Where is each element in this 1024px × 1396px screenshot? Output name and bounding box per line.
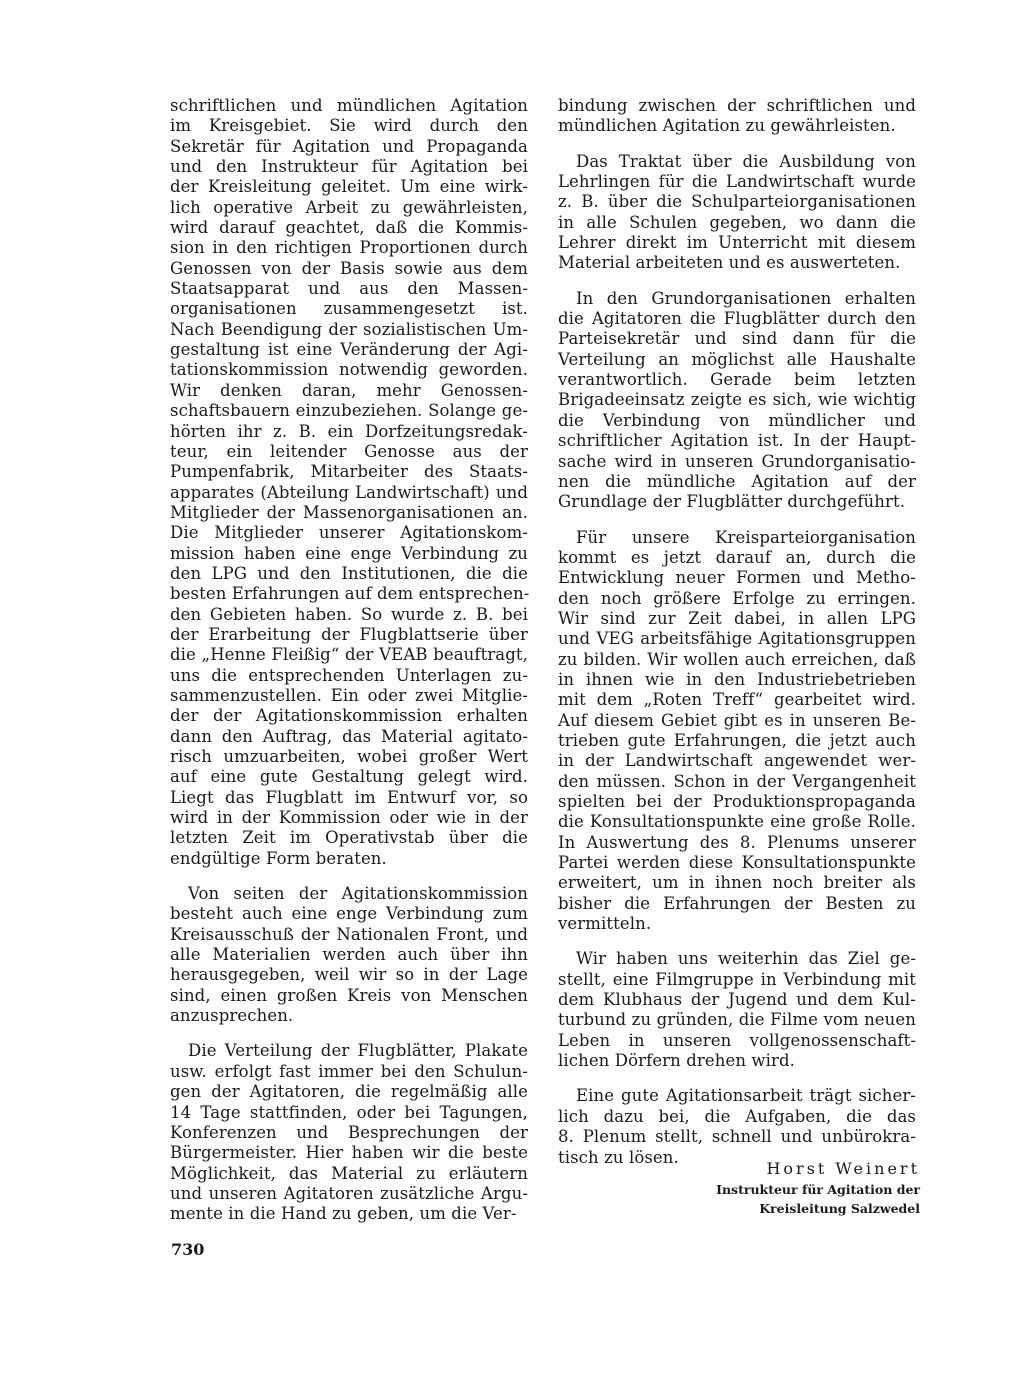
text-line: z. B. über die Schulparteiorganisationen xyxy=(558,192,916,212)
paragraph xyxy=(558,528,916,935)
text-line: den noch größere Erfolge zu erringen. xyxy=(558,588,916,608)
text-line: Von seiten der Agitationskommission xyxy=(188,884,528,904)
text-line: und unseren Agitatoren zusätzliche Argu- xyxy=(170,1183,528,1203)
text-line: der Kreisleitung geleitet. Um eine wirk- xyxy=(170,177,528,197)
paragraph xyxy=(558,1086,916,1167)
text-line: Möglichkeit, das Material zu erläutern xyxy=(170,1163,528,1183)
text-line: verantwortlich. Gerade beim letzten xyxy=(558,370,916,390)
text-line: Verteilung an möglichst alle Haushalte xyxy=(558,349,916,369)
text-line: mit dem „Roten Treff“ gearbeitet wird. xyxy=(558,690,916,710)
text-line: auf eine gute Gestaltung gelegt wird. xyxy=(170,767,528,787)
text-line: die Konsultationspunkte eine große Rolle. xyxy=(558,812,916,832)
text-line: Wir denken daran, mehr Genossen- xyxy=(170,380,528,400)
text-line: Liegt das Flugblatt im Entwurf vor, so xyxy=(170,787,528,807)
text-line: wird in der Kommission oder wie in der xyxy=(170,808,528,828)
text-line: in alle Schulen gegeben, wo dann die xyxy=(558,212,916,232)
text-line: und VEG arbeitsfähige Agitationsgruppen xyxy=(558,629,916,649)
text-line: uns die entsprechenden Unterlagen zu- xyxy=(170,665,528,685)
text-line: schriftlicher Agitation ist. In der Haupt- xyxy=(558,431,916,451)
text-line: endgültige Form beraten. xyxy=(170,848,387,868)
text-line: in der Landwirtschaft angewendet wer- xyxy=(558,751,916,771)
text-line: sache wird in unseren Grundorganisatio- xyxy=(558,451,916,471)
paragraph-gap xyxy=(170,869,528,884)
author-role: Instrukteur für Agitation der xyxy=(716,1182,920,1197)
text-line: bindung zwischen der schriftlichen und xyxy=(558,96,916,115)
text-line: erweitert, um in ihnen noch breiter als xyxy=(558,873,916,893)
text-line: 14 Tage stattfinden, oder bei Tagungen, xyxy=(170,1102,528,1122)
paragraph-gap xyxy=(558,274,916,289)
right-column xyxy=(558,96,916,1168)
paragraph xyxy=(558,949,916,1071)
text-line: gen der Agitatoren, die regelmäßig alle xyxy=(170,1082,528,1102)
paragraph xyxy=(170,96,528,869)
text-line: schriftlichen und mündlichen Agitation xyxy=(170,96,528,115)
paragraph xyxy=(558,289,916,513)
text-line: mente in die Hand zu geben, um die Ver- xyxy=(170,1204,517,1224)
text-line: In den Grundorganisationen erhalten xyxy=(576,288,916,308)
text-line: Entwicklung neuer Formen und Metho- xyxy=(558,568,916,588)
text-line: sammenzustellen. Ein oder zwei Mitglie- xyxy=(170,685,528,705)
text-line: Eine gute Agitationsarbeit trägt sicher- xyxy=(576,1086,916,1106)
paragraph-gap xyxy=(558,137,916,152)
paragraph xyxy=(170,1041,528,1224)
left-column xyxy=(170,96,528,1225)
text-line: Mitglieder der Massenorganisationen an. xyxy=(170,502,528,522)
text-line: risch umzuarbeiten, wobei großer Wert xyxy=(170,747,528,766)
text-line: dann den Auftrag, das Material agitato- xyxy=(170,726,528,746)
text-line: lich dazu bei, die Aufgaben, die das xyxy=(558,1106,916,1126)
text-line: lichen Dörfern drehen wird. xyxy=(558,1051,796,1071)
text-line: mündlichen Agitation zu gewährleisten. xyxy=(558,116,896,136)
text-line: Material arbeiteten und es auswerteten. xyxy=(558,253,901,273)
text-line: tationskommission notwendig geworden. xyxy=(170,360,528,380)
text-line: Brigadeeinsatz zeigte es sich, wie wichtig xyxy=(558,390,916,410)
text-line: Partei werden diese Konsultationspunkte xyxy=(558,853,916,873)
text-line: alle Materialien werden auch über ihn xyxy=(170,945,528,965)
text-line: Wir haben uns weiterhin das Ziel ge- xyxy=(576,949,916,969)
text-line: den Gebieten haben. So wurde z. B. bei xyxy=(170,604,528,624)
page-number: 730 xyxy=(171,1240,205,1259)
paragraph xyxy=(558,96,916,137)
text-line: organisationen zusammengesetzt ist. xyxy=(170,299,528,319)
text-line: den müssen. Schon in der Vergangenheit xyxy=(558,771,916,791)
text-line: sind, einen großen Kreis von Menschen xyxy=(170,985,528,1005)
text-line: kommt es jetzt darauf an, durch die xyxy=(558,547,916,567)
text-line: und den Instrukteur für Agitation bei xyxy=(170,157,528,177)
text-line: apparates (Abteilung Landwirtschaft) und xyxy=(170,482,528,502)
text-line: Die Verteilung der Flugblätter, Plakate xyxy=(188,1041,528,1061)
text-line: Für unsere Kreisparteiorganisation xyxy=(576,527,916,547)
text-line: 8. Plenum stellt, schnell und unbürokra- xyxy=(558,1127,916,1147)
text-line: Leben in unseren vollgenossenschaft- xyxy=(558,1030,916,1050)
text-line: Nach Beendigung der sozialistischen Um- xyxy=(170,319,528,339)
text-line: Genossen von der Basis sowie aus dem xyxy=(170,258,528,278)
text-line: teur, ein leitender Genosse aus der xyxy=(170,441,528,461)
author-name: Horst Weinert xyxy=(766,1159,920,1178)
paragraph-gap xyxy=(558,1071,916,1086)
text-line: Lehrlingen für die Landwirtschaft wurde xyxy=(558,172,916,192)
text-line: nen die mündliche Agitation auf der xyxy=(558,471,916,491)
text-line: wird darauf geachtet, daß die Kommis- xyxy=(170,218,528,238)
text-line: stellt, eine Filmgruppe in Verbindung mit xyxy=(558,969,916,989)
text-line: Bürgermeister. Hier haben wir die beste xyxy=(170,1143,528,1163)
text-line: Parteisekretär und sind dann für die xyxy=(558,329,916,349)
text-line: mission haben eine enge Verbindung zu xyxy=(170,543,528,563)
text-line: Kreisausschuß der Nationalen Front, und xyxy=(170,924,528,944)
text-line: Auf diesem Gebiet gibt es in unseren Be- xyxy=(558,710,916,730)
paragraph-gap xyxy=(170,1026,528,1041)
text-line: Wir sind zur Zeit dabei, in allen LPG xyxy=(558,608,916,628)
text-line: bisher die Erfahrungen der Besten zu xyxy=(558,893,916,913)
text-line: der Erarbeitung der Flugblattserie über xyxy=(170,624,528,644)
text-line: usw. erfolgt fast immer bei den Schulun- xyxy=(170,1061,528,1081)
text-line: Pumpenfabrik, Mitarbeiter des Staats- xyxy=(170,462,528,482)
paragraph-gap xyxy=(558,513,916,528)
text-line: Konferenzen und Besprechungen der xyxy=(170,1122,528,1142)
text-line: der der Agitationskommission erhalten xyxy=(170,706,528,726)
text-line: in ihnen wie in den Industriebetrieben xyxy=(558,669,916,689)
text-line: Das Traktat über die Ausbildung von xyxy=(576,151,916,171)
text-line: letzten Zeit im Operativstab über die xyxy=(170,828,528,848)
text-line: im Kreisgebiet. Sie wird durch den xyxy=(170,116,528,136)
text-line: lich operative Arbeit zu gewährleisten, xyxy=(170,197,528,217)
text-line: besten Erfahrungen auf dem entsprechen- xyxy=(170,584,530,604)
author-organization: Kreisleitung Salzwedel xyxy=(759,1201,920,1216)
text-line: In Auswertung des 8. Plenums unserer xyxy=(558,832,916,852)
text-line: Lehrer direkt im Unterricht mit diesem xyxy=(558,233,916,253)
text-line: sion in den richtigen Proportionen durch xyxy=(170,238,528,258)
paragraph xyxy=(558,152,916,274)
text-line: zu bilden. Wir wollen auch erreichen, daß xyxy=(558,649,916,669)
text-line: Staatsapparat und aus den Massen- xyxy=(170,279,528,299)
paragraph-gap xyxy=(558,934,916,949)
text-line: vermitteln. xyxy=(558,914,652,934)
text-line: die „Henne Fleißig“ der VEAB beauftragt, xyxy=(170,645,528,665)
text-line: anzusprechen. xyxy=(170,1006,294,1026)
text-line: herausgegeben, weil wir so in der Lage xyxy=(170,965,528,985)
text-line: spielten bei der Produktionspropaganda xyxy=(558,792,916,811)
text-line: dem Klubhaus der Jugend und dem Kul- xyxy=(558,990,916,1010)
text-line: turbund zu gründen, die Filme vom neuen xyxy=(558,1010,916,1030)
text-line: Sekretär für Agitation und Propaganda xyxy=(170,136,528,156)
text-line: hörten ihr z. B. ein Dorfzeitungsredak- xyxy=(170,421,528,441)
text-line: Die Mitglieder unserer Agitationskom- xyxy=(170,523,528,543)
text-line: schaftsbauern einzubeziehen. Solange ge- xyxy=(170,401,528,421)
signature-block xyxy=(650,1158,920,1218)
text-line: trieben gute Erfahrungen, die jetzt auch xyxy=(558,730,916,750)
text-line: Grundlage der Flugblätter durchgeführt. xyxy=(558,492,906,512)
text-line: besteht auch eine enge Verbindung zum xyxy=(170,904,528,924)
text-line: gestaltung ist eine Veränderung der Agi- xyxy=(170,340,528,360)
text-line: den LPG und den Institutionen, die die xyxy=(170,563,528,583)
text-line: die Agitatoren die Flugblätter durch den xyxy=(558,309,916,329)
paragraph xyxy=(170,884,528,1026)
text-line: die Verbindung von mündlicher und xyxy=(558,410,916,430)
text-line: tisch zu lösen. xyxy=(558,1147,679,1167)
